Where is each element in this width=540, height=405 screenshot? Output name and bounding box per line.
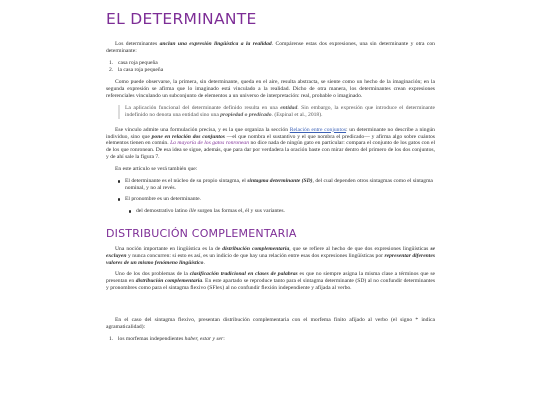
text-run: Ese vínculo admite una formulación precisa, y es la que organiza la sección bbox=[115, 126, 290, 133]
text-run: : un determinante no describe a ningún individuo, sino que bbox=[106, 126, 435, 140]
emphasis-text: clasificación tradicional en clases de palabras bbox=[189, 271, 298, 278]
text-run: . bbox=[271, 111, 273, 118]
list-item bbox=[106, 178, 435, 192]
text-run: , del cual dependen otros sintagmas como el sintagma nominal, y no al revés. bbox=[125, 178, 433, 191]
bullet-icon bbox=[118, 198, 120, 200]
section-link[interactable]: Relación entre conjuntos bbox=[289, 126, 347, 133]
text-run: , que se refiere al hecho de que dos expresiones lingüísticas bbox=[289, 245, 431, 252]
text-run: . Compárense estas dos expresiones, una sin determinante y otra con determinante: bbox=[106, 41, 435, 54]
citation-quote bbox=[118, 105, 435, 119]
distribution-paragraph bbox=[106, 246, 435, 267]
bullet-icon bbox=[118, 180, 120, 182]
list-item: 1. los morfemas independientes haber, estar y ser: bbox=[109, 335, 225, 342]
emphasis-text: pone en relación dos conjuntos bbox=[151, 133, 225, 140]
classification-paragraph bbox=[106, 271, 435, 292]
text-run: Una noción importante en lingüística es la de bbox=[115, 245, 223, 252]
list-item-text: la casa roja pequeña bbox=[118, 67, 164, 74]
text-run: —el que nombra el sustantivo y el que nombra el predicado— y afirma algo sobre cuántos elementos tienen en común. bbox=[106, 133, 435, 147]
text-run: y nunca concurren: si esto es así, es un indicio de que hay una relación entre esas dos expresiones lingüísticas por bbox=[126, 252, 385, 259]
text-run: Uno de los dos problemas de la bbox=[115, 271, 190, 278]
also-paragraph: En este artículo se verá también que: bbox=[115, 166, 198, 173]
text-run: El determinante es el núcleo de su propio sintagma, el bbox=[125, 178, 248, 185]
text-run: . Sin embargo, la expresión que introduce el determinante indefinido no denota una entidad sino una bbox=[125, 104, 435, 118]
emphasis-text: entidad bbox=[280, 104, 298, 111]
emphasis-text: sintagma determinante (SD) bbox=[247, 178, 313, 185]
section-title: DISTRIBUCIÓN COMPLEMENTARIA bbox=[106, 226, 297, 240]
text-run: es que no siempre asigna la misma clase a términos que se presentan en bbox=[106, 271, 435, 285]
list-item: 1. casa roja pequeña bbox=[109, 59, 158, 66]
bullet-icon bbox=[129, 210, 131, 212]
example-sentence: La mayoría de los gatos ronronean bbox=[170, 140, 250, 147]
emphasis-text: propiedad o predicado bbox=[220, 111, 272, 118]
flexive-paragraph: En el caso del sintagma flexivo, presentan distribución complementaria con el morfema finito afijado al verbo (el signo * indica agramaticalidad): bbox=[106, 317, 435, 331]
intro-paragraph bbox=[106, 41, 435, 55]
text-run: del demostrativo latino bbox=[136, 207, 189, 214]
text-run: . En este apartado se reproduce tanto para el sintagma determinante (SD) al no confundir determinantes y pronombres como para el sintagma flexivo (SFlex) al no confundir flexión independiente y afijada al verbo. bbox=[106, 278, 435, 292]
quote-citation: (Espinal et al., 2018). bbox=[274, 111, 323, 118]
text-run: . bbox=[203, 259, 205, 266]
morpheme-list bbox=[106, 336, 435, 343]
list-item bbox=[106, 208, 435, 215]
text-run: La aplicación funcional del determinante definido resulta en una bbox=[125, 104, 281, 111]
list-item: 2. la casa roja pequeña bbox=[109, 67, 164, 74]
text-run: : bbox=[223, 335, 225, 342]
explanation-paragraph: Como puede observarse, la primera, sin determinante, queda en el aire, resulta abstracta, se siente como un hecho de la imaginación; en la segunda expresión se afirma que lo imaginado está vinculado a la realidad. Dicho de otra manera, los determinantes crean expresiones referenciales vinculando un subconjunto de elementos a un universo de interpretación: real, probable o imaginado. bbox=[106, 79, 435, 99]
text-run: surgen las formas el, él y sus variantes. bbox=[196, 207, 285, 214]
bullet-list bbox=[106, 178, 435, 203]
sub-bullet-list bbox=[106, 208, 435, 215]
text-run: Los determinantes bbox=[115, 41, 160, 47]
emphasis-text: distribución complementaria bbox=[222, 245, 290, 252]
italic-word: ille bbox=[188, 207, 197, 214]
emphasis-text: representar diferentes valores de un mismo fenómeno lingüístico bbox=[106, 252, 435, 266]
emphasis-text: se excluyen bbox=[106, 245, 435, 259]
text-run: El pronombre es un determinante. bbox=[125, 195, 201, 202]
italic-word: haber, estar y ser bbox=[184, 335, 224, 342]
page-title: EL DETERMINANTE bbox=[106, 10, 257, 28]
article bbox=[106, 10, 435, 348]
list-item-text: casa roja pequeña bbox=[118, 59, 158, 66]
example-list bbox=[106, 60, 435, 74]
sets-paragraph bbox=[106, 127, 435, 162]
text-run: los morfemas independientes bbox=[118, 335, 185, 342]
list-item bbox=[106, 196, 435, 203]
emphasis-text: distribución complementaria bbox=[135, 278, 203, 285]
emphasis-text: anclan una expresión lingüística a la realidad bbox=[159, 41, 272, 47]
quote-text bbox=[125, 105, 435, 119]
text-run: no dice nada de ningún gato en particular: compara el conjunto de los gatos con el de los que ronronean. De esa idea se sigue, además, que para dar por verdadera la oración baste con mirar dentro del primero de los dos conjuntos, y de ahí sale la figura 7. bbox=[106, 140, 436, 161]
